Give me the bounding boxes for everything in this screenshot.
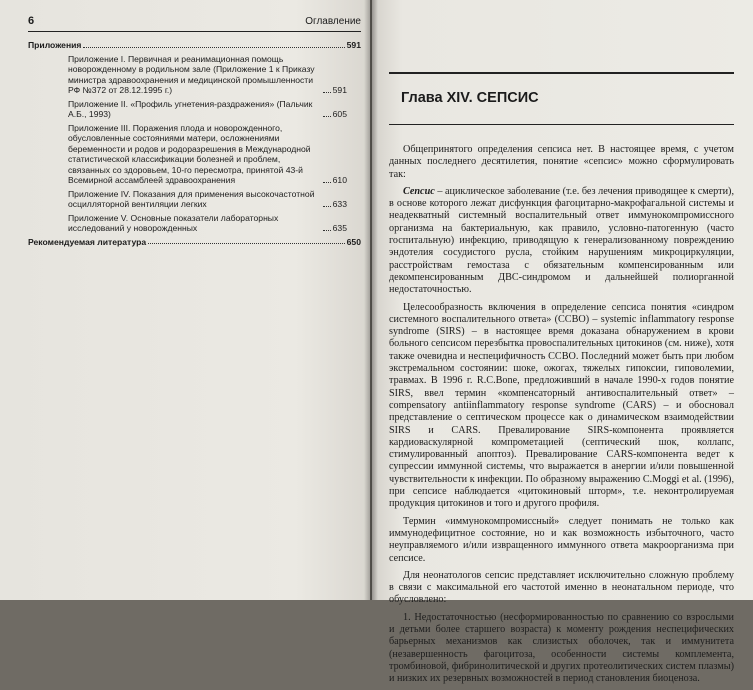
paragraph-2-text: – ациклическое заболевание (т.е. без лечения приводящее к смерти), в основе которого лежат дисфункция фагоцитарно-макрофагальной системы и неадекватный системный воспалительный ответ иммунокомпромиссного организма на бактериальную, как правило, условно-патогенную (часто госпитальную) инфекцию, приводящую к генерализованному повреждению эндотелия сосудистого русла, стойким нарушениям микроциркуляции, расстройствам гемостаза с обязательным компенсированным или декомпенсированным ДВС-синдромом и дальнейшей полиорганной недостаточностью. bbox=[389, 185, 734, 296]
book-gutter bbox=[364, 0, 378, 600]
toc-dot-leader bbox=[148, 243, 345, 244]
chapter-heading-box bbox=[389, 72, 734, 125]
toc-section bbox=[28, 40, 361, 51]
running-title: Оглавление bbox=[305, 16, 361, 27]
toc-page-number: 610 bbox=[332, 175, 347, 185]
toc-page-number: 591 bbox=[346, 40, 361, 50]
toc-entry bbox=[28, 213, 361, 234]
right-page bbox=[372, 0, 753, 685]
toc-entry-title: Приложение II. «Профиль угнетения-раздражения» (Пальчик А.Б., 1993) bbox=[68, 98, 313, 119]
toc-entry-title: Приложение IV. Показания для применения высокочастотной осцилляторной вентиляции легких bbox=[68, 188, 315, 209]
toc-entry-title: Приложения bbox=[28, 40, 82, 50]
paragraph-2 bbox=[389, 186, 734, 297]
toc-dot-leader bbox=[323, 206, 331, 207]
left-page bbox=[0, 0, 370, 600]
paragraph-6: 1. Недостаточностью (несформированностью по сравнению со взрослыми и детьми более старшего возраста) к моменту рождения неспецифических барьерных механизмов как слизистых оболочек, так и иммунитета (незавершенность фагоцитоза, особенности системы комплемента, тромбиновой, фибринолитической и других протеолитических систем плазмы) и низких их резервных возможностей в период становления биоценоза. bbox=[389, 611, 734, 685]
toc-dot-leader bbox=[83, 47, 344, 48]
table-of-contents bbox=[28, 40, 361, 250]
page-number: 6 bbox=[28, 15, 35, 27]
toc-entry-title: Приложение III. Поражения плода и новорожденного, обусловленные состояниями матери, осложнениями беременности и родов и родоразрешения в Международной статистической классификации болезней и проблем, связанных со здоровьем, 10-го пересмотра, принятой 43-й Всемирной ассамблеей здравоохранения bbox=[68, 122, 311, 185]
paragraph-1: Общепринятого определения сепсиса нет. В настоящее время, с учетом данных последнего десятилетия, понятие «сепсис» можно сформулировать так: bbox=[389, 144, 734, 180]
toc-page-number: 650 bbox=[346, 236, 361, 247]
toc-entry-title: Рекомендуемая литература bbox=[28, 236, 147, 247]
toc-page-number: 635 bbox=[332, 223, 347, 233]
toc-page-number: 605 bbox=[332, 109, 347, 119]
toc-dot-leader bbox=[323, 230, 331, 231]
left-page-header bbox=[28, 13, 361, 32]
toc-entry bbox=[28, 54, 361, 96]
sepsis-term: Сепсис bbox=[403, 185, 435, 197]
paragraph-5: Для неонатологов сепсис представляет исключительно сложную проблему в связи с максимальной его частотой именно в неонатальном периоде, что обусловлено: bbox=[389, 569, 734, 606]
toc-page-number: 591 bbox=[332, 85, 347, 95]
toc-entry bbox=[28, 123, 361, 186]
toc-dot-leader bbox=[323, 182, 331, 183]
toc-entry-title: Приложение V. Основные показатели лабораторных исследований у новорожденных bbox=[68, 212, 279, 233]
toc-page-number: 633 bbox=[332, 199, 347, 209]
toc-dot-leader bbox=[323, 116, 331, 117]
toc-entry-title: Приложение I. Первичная и реанимационная помощь новорожденному в родильном зале (Приложение 1 к Приказу министра здравоохранения и медицинской промышленности РФ №372 от 28.12.1995 г.) bbox=[68, 53, 315, 95]
chapter-body bbox=[389, 144, 734, 690]
toc-section bbox=[28, 237, 361, 248]
paragraph-4: Термин «иммунокомпромиссный» следует понимать не только как иммунодефицитное состояние, но и как возможность избыточного, часто неуправляемого и/или извращенного иммунного ответа макроорганизма при сепсисе. bbox=[389, 515, 734, 564]
paragraph-3: Целесообразность включения в определение сепсиса понятия «синдром системного воспалительного ответа» (ССВО) – systemic inflammatory response syndrome (SIRS) – в настоящее время доказана обнаружением в крови больного сепсисом перезбытка провоспалительных цитокинов (см. ниже), хотя также очевидна и неспецифичность ССВО. Последний может быть при любом экстремальном состоянии: шоке, ожогах, тяжелых гипоксии, гиповолемии, травмах. В 1996 г. R.C.Bone, предложивший в начале 1990-х годов понятие SIRS, ввел термин «компенсаторный антивоспалительный ответ» – compensatory antiinflammatory response syndrome (CARS) – и обосновал представление о септическом процессе как о динамическом взаимодействии SIRS и CARS. Превалирование SIRS-компонента проявляется кардиоваскулярной компрометацией (септический шок, коллапс, стимулированный апоптоз). Превалирование CARS-компонента ведет к супрессии иммунной системы, что выражается в анергии и/или повышенной чувствительности к инфекции. По образному выражению C.Moggi et al. (1996), при сепсисе наблюдается «цитокиновый шторм», т.е. неконтролируемая продукция цитокинов и того и другого профиля. bbox=[389, 301, 734, 510]
toc-dot-leader bbox=[323, 92, 331, 93]
toc-entry bbox=[28, 99, 361, 120]
toc-entry bbox=[28, 189, 361, 210]
chapter-title: Глава XIV. СЕПСИС bbox=[401, 90, 539, 106]
